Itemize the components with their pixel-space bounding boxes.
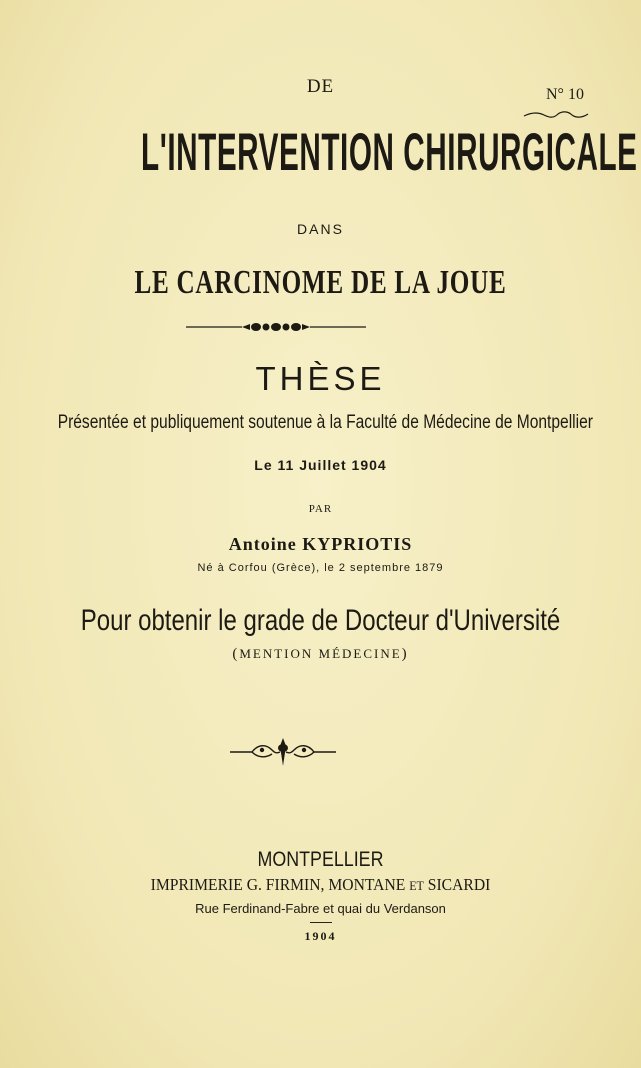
author-birth: Né à Corfou (Grèce), le 2 septembre 1879 [197, 562, 444, 574]
printer-name-et: ET [409, 878, 424, 893]
printer-name [26, 875, 616, 895]
degree-line: Pour obtenir le grade de Docteur d'Université [80, 604, 561, 637]
divider-ornament-icon [186, 321, 366, 333]
print-city: MONTPELLIER [257, 848, 384, 871]
title-connector: DANS [297, 221, 344, 237]
printer-name-part-a: IMPRIMERIE G. FIRMIN, MONTANE [150, 875, 410, 894]
year-rule [310, 922, 332, 923]
author-name: Antoine KYPRIOTIS [228, 534, 413, 554]
publication-year: 1904 [304, 929, 337, 943]
preposition-de: DE [306, 76, 335, 97]
thesis-subject: LE CARCINOME DE LA JOUE [134, 264, 507, 301]
number-flourish-icon [522, 110, 590, 120]
mention-open-paren: ( [232, 646, 240, 662]
mention-close-paren: ) [401, 646, 409, 662]
thesis-heading: THÈSE [255, 360, 386, 397]
presentation-line: Présentée et publiquement soutenue à la Faculté de Médecine de Montpellier [57, 412, 593, 433]
mention-text: MENTION MÉDECINE [239, 646, 402, 661]
printer-name-part-b: SICARDI [423, 875, 491, 894]
defense-date: Le 11 Juillet 1904 [254, 457, 387, 473]
thesis-number: N° 10 [546, 86, 584, 103]
degree-mention [0, 646, 641, 663]
printer-address: Rue Ferdinand-Fabre et quai du Verdanson [195, 901, 446, 916]
fleuron-ornament-icon [228, 736, 338, 768]
thesis-title: L'INTERVENTION CHIRURGICALE [141, 123, 638, 182]
by-label: PAR [308, 503, 333, 515]
